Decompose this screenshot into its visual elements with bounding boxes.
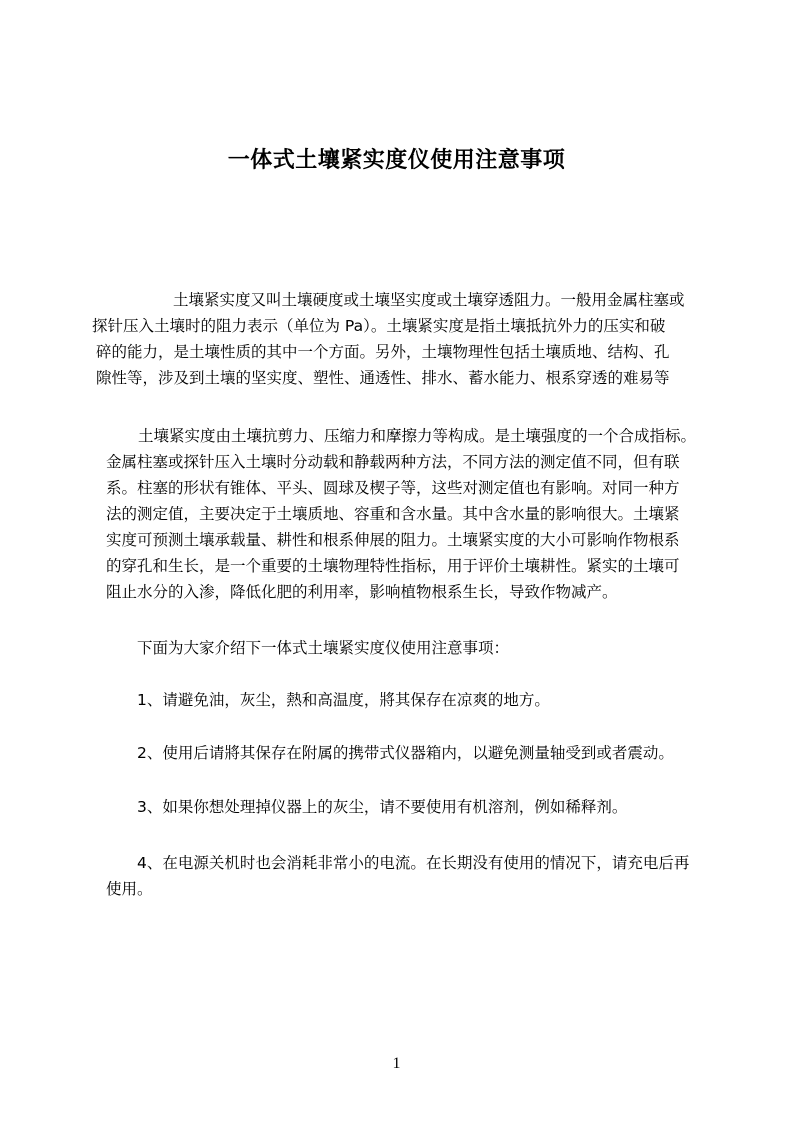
note-item-1: 1、请避免油，灰尘，熱和高温度，將其保存在凉爽的地方。 (137, 691, 550, 709)
paragraph-2-line-2: 金属柱塞或探针压入土壤时分动载和静载两种方法，不同方法的测定值不同，但有联 (106, 453, 680, 471)
page-number: 1 (392, 1055, 401, 1072)
note-item-3: 3、如果你想处理掉仪器上的灰尘，请不要使用有机溶剂，例如稀释剂。 (137, 798, 628, 816)
paragraph-1-line-2: 探针压入土壤时的阻力表示（单位为 Pa）。土壤紧实度是指土壤抵抗外力的压实和破 (92, 317, 666, 335)
paragraph-2-line-3: 系。柱塞的形状有锥体、平头、圆球及楔子等，这些对测定值也有影响。对同一种方 (106, 479, 680, 497)
note-item-4-line-2: 使用。 (106, 880, 153, 898)
notes-intro: 下面为大家介绍下一体式土壤紧实度仪使用注意事项： (137, 639, 510, 657)
paragraph-2-line-1: 土壤紧实度由土壤抗剪力、压缩力和摩擦力等构成。是土壤强度的一个合成指标。 (138, 427, 697, 445)
paragraph-2-line-6: 的穿孔和生长，是一个重要的土壤物理特性指标，用于评价土壤耕性。紧实的土壤可 (106, 557, 680, 575)
paragraph-1-line-1: 土壤紧实度又叫土壤硬度或土壤坚实度或土壤穿透阻力。一般用金属柱塞或 (173, 291, 685, 309)
paragraph-2-line-7: 阻止水分的入渗，降低化肥的利用率，影响植物根系生长，导致作物减产。 (106, 583, 618, 601)
note-item-4-line-1: 4、在电源关机时也会消耗非常小的电流。在长期没有使用的情况下，请充电后再 (137, 854, 690, 872)
document-title: 一体式土壤紧实度仪使用注意事项 (227, 148, 566, 173)
note-item-2: 2、使用后请將其保存在附属的携带式仪器箱内，以避免测量轴受到或者震动。 (137, 744, 674, 762)
paragraph-2-line-5: 实度可预测土壤承载量、耕性和根系伸展的阻力。土壤紧实度的大小可影响作物根系 (106, 531, 680, 549)
paragraph-1-line-4: 隙性等，涉及到土壤的坚实度、塑性、通透性、排水、蓄水能力、根系穿透的难易等 (96, 369, 670, 387)
paragraph-2-line-4: 法的测定值，主要决定于土壤质地、容重和含水量。其中含水量的影响很大。土壤紧 (106, 505, 680, 523)
paragraph-1-line-3: 碎的能力，是土壤性质的其中一个方面。另外，土壤物理性包括土壤质地、结构、孔 (96, 343, 670, 361)
